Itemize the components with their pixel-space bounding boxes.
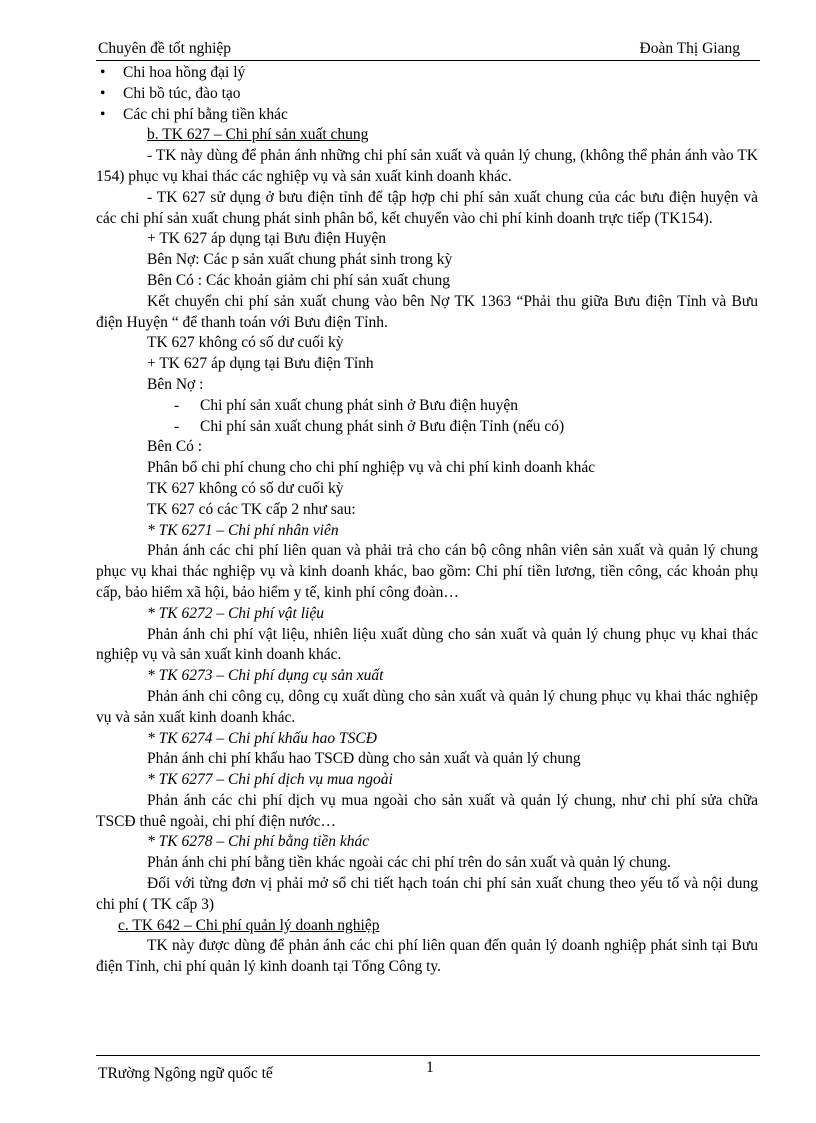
footer-school: TRường Ngông ngữ quốc tế: [98, 1065, 273, 1082]
document-page: [96, 0, 760, 1123]
bullet-icon: •: [100, 64, 106, 81]
section-c-heading-line: [96, 916, 758, 937]
page-number: 1: [426, 1059, 434, 1076]
dash-icon: -: [174, 417, 180, 435]
sub-account-title: * TK 6272 – Chi phí vật liệu: [147, 604, 324, 622]
dash-icon: -: [174, 396, 180, 414]
sub-account-desc: Phản ánh chi phí bằng tiền khác ngoài các chi phí trên do sản xuất và quản lý chung.: [147, 854, 671, 872]
bullet-text: Các chi phí bằng tiền khác: [123, 105, 288, 123]
section-c-paragraph-1: TK này được dùng để phản ánh các chi phí liên quan đến quản lý doanh nghiệp phát sinh tại Bưu điện Tỉnh, chi phí quản lý kinh doanh tại Tổng Công ty.: [96, 937, 758, 976]
sub-account-title: * TK 6273 – Chi phí dụng cụ sản xuất: [147, 667, 384, 685]
closing-paragraph: Đối với từng đơn vị phải mở sổ chi tiết hạch toán chi phí sản xuất chung theo yếu tố và nội dung chi phí ( TK cấp 3): [96, 875, 758, 913]
header-title: Chuyên đề tốt nghiệp: [98, 40, 232, 57]
section-b-paragraph-1: - TK này dùng để phản ánh những chi phí sản xuất và quản lý chung, (không thể phản ánh vào TK 154) phục vụ khai thác các nghiệp vụ và sản xuất kinh doanh khác.: [96, 147, 758, 185]
sub-account-title: * TK 6271 – Chi phí nhân viên: [147, 521, 339, 539]
section-b-heading-line: [96, 125, 758, 146]
sub-account-desc: Phản ánh các chi phí dịch vụ mua ngoài cho sản xuất và quản lý chung, như chi phí sửa chữa TSCĐ thuê ngoài, chi phí điện nước…: [96, 791, 758, 830]
sub-account-desc: Phản ánh chi phí vật liệu, nhiên liệu xuất dùng cho sản xuất và quản lý chung phục vụ khai thác nghiệp vụ và sản xuất kinh doanh khác.: [96, 625, 758, 664]
bullet-item: [96, 63, 758, 84]
header-author: Đoàn Thị Giang: [639, 40, 740, 57]
dash-item: [96, 417, 758, 438]
bullet-item: [96, 105, 758, 126]
section-b-paragraph-2: - TK 627 sử dụng ở bưu điện tỉnh để tập hợp chi phí sản xuất chung của các bưu điện huyện và các chi phí sản xuất chung phát sinh phân bổ, kết chuyển vào chi phí kinh doanh trực tiếp (TK154).: [96, 188, 758, 227]
tinh-title: + TK 627 áp dụng tại Bưu điện Tỉnh: [147, 355, 374, 373]
phan-bo-line: Phân bổ chi phí chung cho chi phí nghiệp vụ và chi phí kinh doanh khác: [147, 459, 596, 477]
tinh-credit: Bên Có :: [147, 438, 203, 456]
ket-chuyen-paragraph: Kết chuyển chi phí sản xuất chung vào bên Nợ TK 1363 “Phải thu giữa Bưu điện Tỉnh và Bưu điện Huyện “ để thanh toán với Bưu điện Tỉnh.: [96, 292, 758, 331]
bullet-text: Chi hoa hồng đại lý: [123, 64, 246, 81]
sub-account-title: * TK 6278 – Chi phí bằng tiền khác: [147, 833, 370, 851]
section-b-heading: b. TK 627 – Chi phí sản xuất chung: [147, 126, 369, 144]
huyen-title: + TK 627 áp dụng tại Bưu điện Huyện: [147, 230, 386, 248]
document-body: [96, 63, 758, 978]
dash-text: Chi phí sản xuất chung phát sinh ở Bưu điện huyện: [200, 396, 518, 414]
huyen-no-balance: TK 627 không có số dư cuối kỳ: [147, 334, 344, 352]
footer-divider: [96, 1055, 760, 1056]
bullet-icon: •: [100, 105, 106, 123]
tinh-debit: Bên Nợ :: [147, 375, 204, 393]
sub-account-desc: Phản ánh các chi phí liên quan và phải trả cho cán bộ công nhân viên sản xuất và quản lý chung phục vụ khai thác nghiệp vụ và kinh doanh khác, bao gồm: Chi phí tiền lương, tiền công, các khoản phụ cấp, bảo hiểm xã hội, bảo hiểm y tế, kinh phí công đoàn…: [96, 542, 758, 601]
bullet-icon: •: [100, 84, 106, 102]
section-c-heading: c. TK 642 – Chi phí quản lý doanh nghiệp: [118, 916, 380, 934]
tinh-no-balance: TK 627 không có số dư cuối kỳ: [147, 479, 344, 497]
bullet-item: [96, 84, 758, 105]
huyen-debit: Bên Nợ: Các p sản xuất chung phát sinh trong kỳ: [147, 251, 453, 269]
dash-text: Chi phí sản xuất chung phát sinh ở Bưu điện Tỉnh (nếu có): [200, 417, 565, 435]
dash-item: [96, 396, 758, 417]
bullet-text: Chi bồ túc, đào tạo: [123, 84, 241, 102]
sub-account-desc: Phản ánh chi phí khấu hao TSCĐ dùng cho sản xuất và quản lý chung: [147, 750, 581, 768]
sub-account-title: * TK 6277 – Chi phí dịch vụ mua ngoài: [147, 771, 393, 789]
sub-account-desc: Phản ánh chi công cụ, dông cụ xuất dùng cho sản xuất và quản lý chung phục vụ khai thác nghiệp vụ và sản xuất kinh doanh khác.: [96, 687, 758, 726]
cap2-intro: TK 627 có các TK cấp 2 như sau:: [147, 500, 356, 518]
sub-account-title: * TK 6274 – Chi phí khấu hao TSCĐ: [147, 729, 377, 747]
page-header: [96, 40, 760, 61]
huyen-credit: Bên Có : Các khoản giảm chi phí sản xuất chung: [147, 271, 451, 289]
